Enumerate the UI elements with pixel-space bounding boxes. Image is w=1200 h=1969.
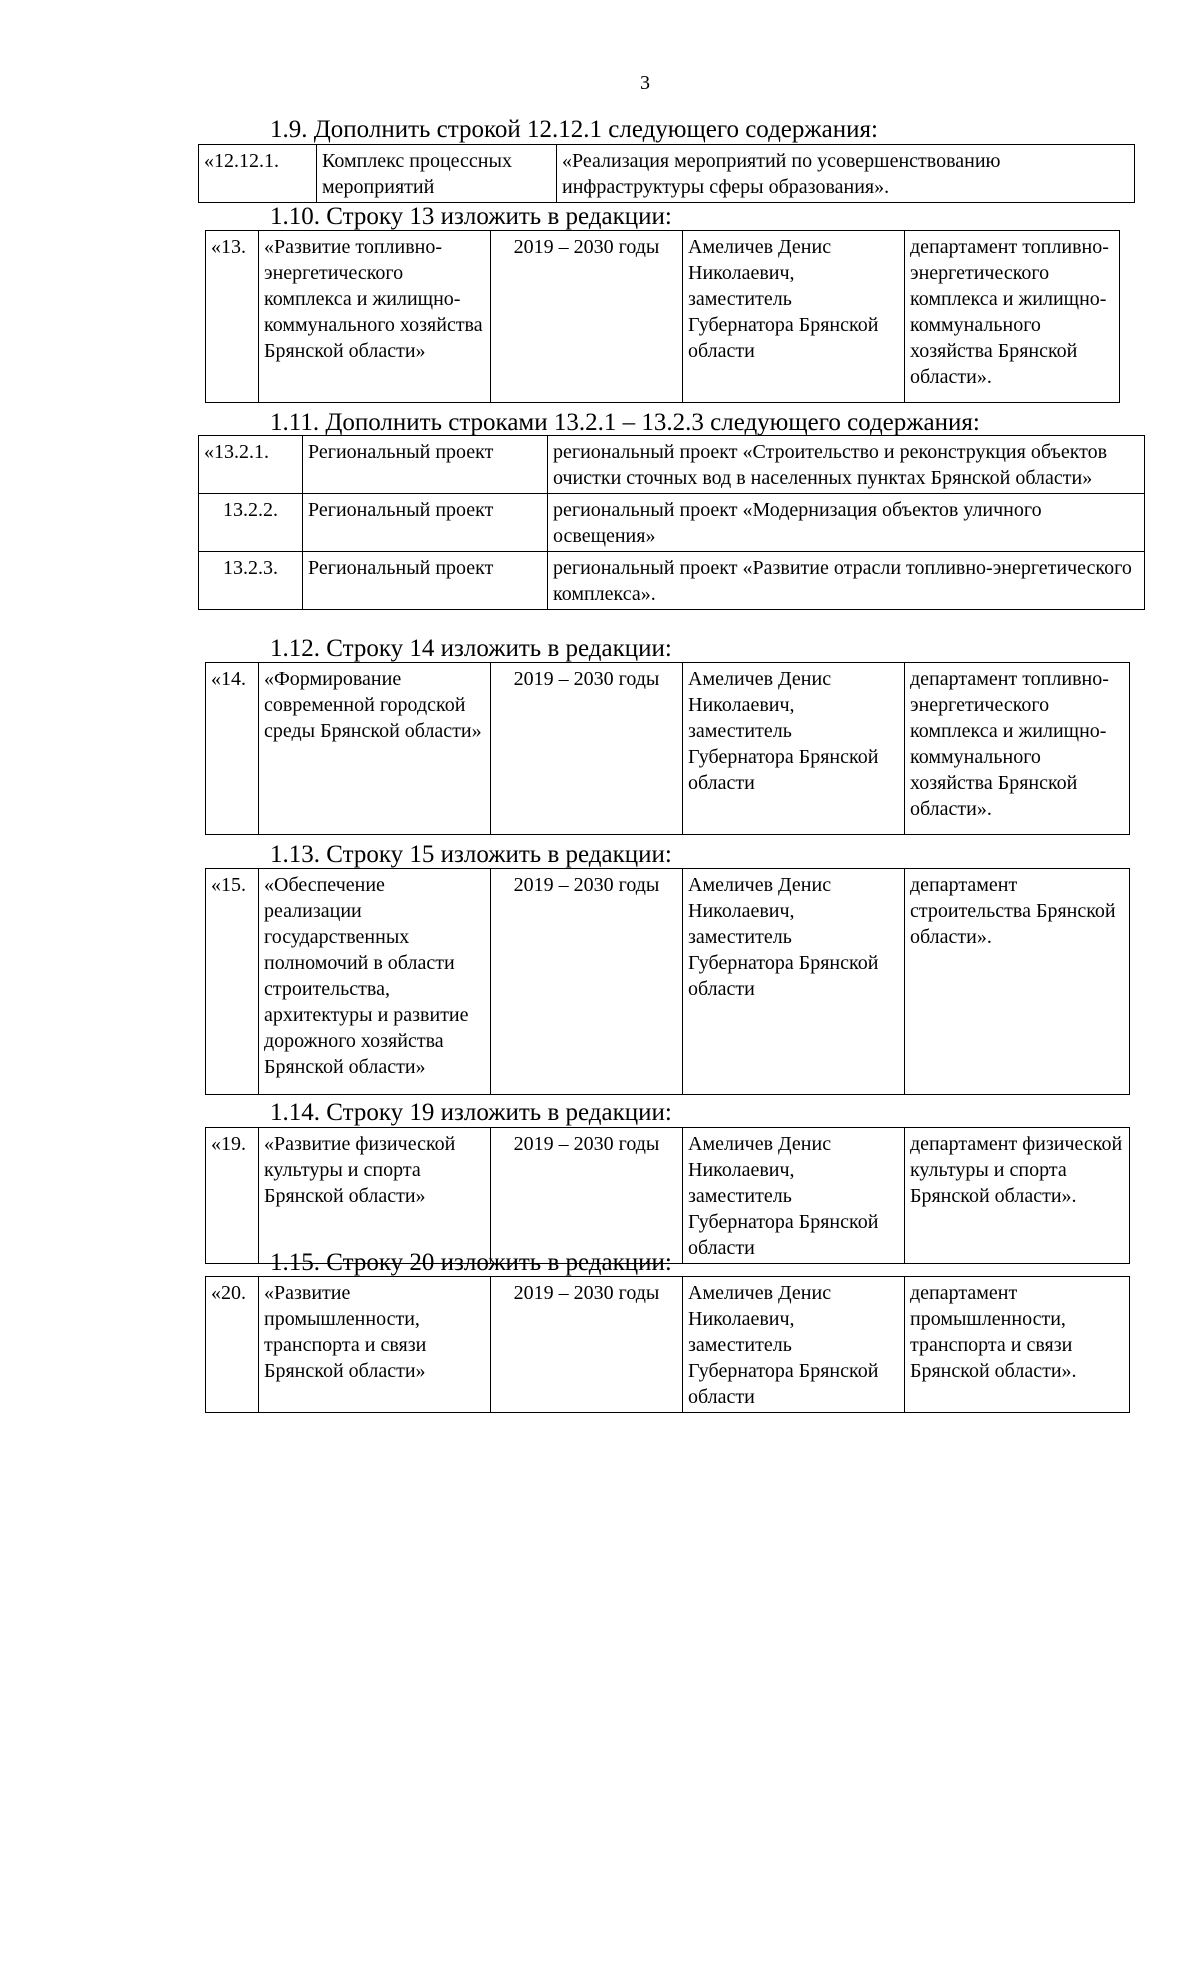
table-row-20 [205,1276,1130,1413]
table-row [206,1277,1130,1413]
table-12-12-1 [198,144,1135,203]
program-years: 2019 – 2030 годы [491,869,683,1095]
row-number: «13. [206,231,259,403]
row-number: 13.2.2. [199,494,303,552]
section-heading-1-10: 1.10. Строку 13 изложить в редакции: [270,203,672,230]
program-years: 2019 – 2030 годы [491,663,683,835]
responsible-department: департамент физической культуры и спорта Брянской области». [905,1128,1130,1264]
row-number: «13.2.1. [199,436,303,494]
table-row-15 [205,868,1130,1095]
row-description: региональный проект «Развитие отрасли топливно-энергетического комплекса». [548,552,1145,610]
row-number: «14. [206,663,259,835]
table-row [206,1128,1130,1264]
table-row [206,231,1120,403]
table-row-19 [205,1127,1130,1264]
program-name: «Развитие промышленности, транспорта и связи Брянской области» [259,1277,491,1413]
row-description: «Реализация мероприятий по усовершенствованию инфраструктуры сферы образования». [557,145,1135,203]
program-years: 2019 – 2030 годы [491,1128,683,1264]
responsible-department: департамент топливно-энергетического комплекса и жилищно-коммунального хозяйства Брянской области». [905,663,1130,835]
program-name: «Обеспечение реализации государственных полномочий в области строительства, архитектуры и развитие дорожного хозяйства Брянской области» [259,869,491,1095]
program-years: 2019 – 2030 годы [491,231,683,403]
table-row [206,869,1130,1095]
responsible-department: департамент промышленности, транспорта и связи Брянской области». [905,1277,1130,1413]
row-type: Комплекс процессных мероприятий [317,145,557,203]
section-heading-1-12: 1.12. Строку 14 изложить в редакции: [270,635,672,662]
row-number: «15. [206,869,259,1095]
section-heading-1-11: 1.11. Дополнить строками 13.2.1 – 13.2.3 следующего содержания: [270,409,980,436]
program-years: 2019 – 2030 годы [491,1277,683,1413]
row-number: «12.12.1. [199,145,317,203]
row-type: Региональный проект [303,494,548,552]
responsible-person: Амеличев Денис Николаевич, заместитель Губернатора Брянской области [683,869,905,1095]
table-13-2 [198,435,1145,610]
row-type: Региональный проект [303,552,548,610]
program-name: «Формирование современной городской среды Брянской области» [259,663,491,835]
table-row [199,436,1145,494]
responsible-person: Амеличев Денис Николаевич, заместитель Губернатора Брянской области [683,231,905,403]
table-row [206,663,1130,835]
section-heading-1-15: 1.15. Строку 20 изложить в редакции: [270,1249,672,1276]
table-row [199,145,1135,203]
page-number: 3 [640,72,650,94]
section-heading-1-9: 1.9. Дополнить строкой 12.12.1 следующего содержания: [270,116,878,143]
responsible-person: Амеличев Денис Николаевич, заместитель Губернатора Брянской области [683,1128,905,1264]
responsible-person: Амеличев Денис Николаевич, заместитель Губернатора Брянской области [683,1277,905,1413]
row-description: региональный проект «Модернизация объектов уличного освещения» [548,494,1145,552]
program-name: «Развитие физической культуры и спорта Брянской области» [259,1128,491,1264]
section-heading-1-13: 1.13. Строку 15 изложить в редакции: [270,841,672,868]
program-name: «Развитие топливно-энергетического комплекса и жилищно-коммунального хозяйства Брянской области» [259,231,491,403]
row-number: 13.2.3. [199,552,303,610]
responsible-department: департамент топливно-энергетического комплекса и жилищно-коммунального хозяйства Брянской области». [905,231,1120,403]
table-row-14 [205,662,1130,835]
section-heading-1-14: 1.14. Строку 19 изложить в редакции: [270,1099,672,1126]
row-number: «19. [206,1128,259,1264]
table-row [199,552,1145,610]
responsible-person: Амеличев Денис Николаевич, заместитель Губернатора Брянской области [683,663,905,835]
table-row [199,494,1145,552]
table-row-13 [205,230,1120,403]
row-type: Региональный проект [303,436,548,494]
row-number: «20. [206,1277,259,1413]
row-description: региональный проект «Строительство и реконструкция объектов очистки сточных вод в населенных пунктах Брянской области» [548,436,1145,494]
responsible-department: департамент строительства Брянской области». [905,869,1130,1095]
